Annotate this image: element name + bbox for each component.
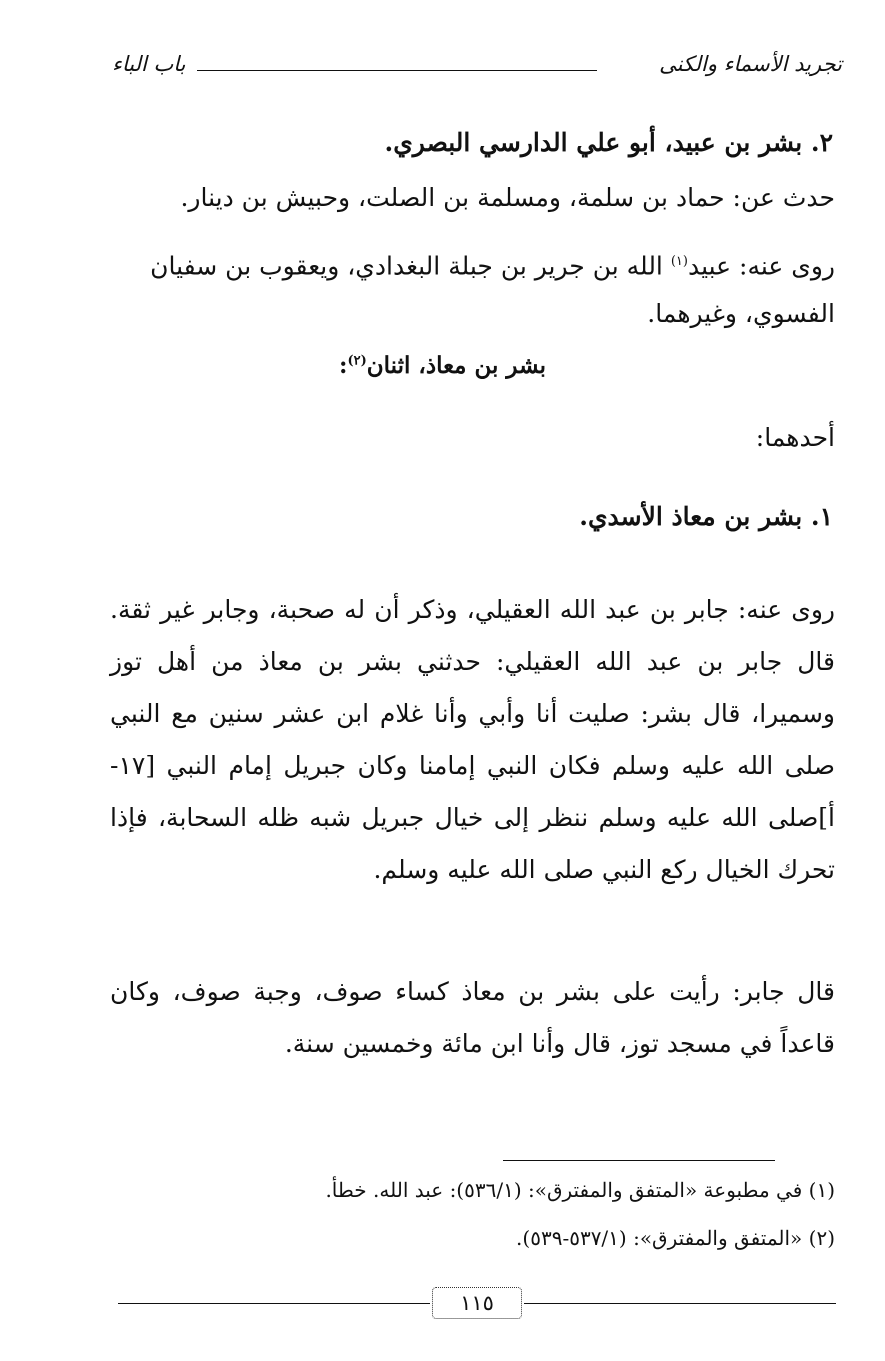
entry-2-heading: ٢. بشر بن عبيد، أبو علي الدارسي البصري.: [384, 128, 833, 157]
section-title: بشر بن معاذ، اثنان: [366, 352, 547, 379]
first-of-them: أحدهما:: [755, 423, 835, 452]
entry-2-narrated-from: حدث عن: حماد بن سلمة، ومسلمة بن الصلت، وحبيش بن دينار.: [180, 183, 835, 212]
footnote-rule: [503, 1160, 775, 1161]
entry-2-narrated-by: [110, 238, 835, 338]
running-header: [112, 52, 842, 88]
entry-1-paragraph-2: قال جابر: رأيت على بشر بن معاذ كساء صوف، وجبة صوف، وكان قاعداً في مسجد توز، قال وأنا ابن مائة وخمسين سنة.: [110, 977, 835, 1058]
footnote-2: (٢) «المتفق والمفترق»: (٥٣٧/١-٥٣٩).: [516, 1226, 835, 1250]
narrated-by-start: روى عنه: عبيد: [687, 251, 835, 281]
page-number: ١١٥: [432, 1287, 522, 1319]
chapter-title: باب الباء: [112, 52, 186, 76]
footer-rule-left: [118, 1303, 430, 1304]
entry-1-heading: ١. بشر بن معاذ الأسدي.: [579, 502, 833, 531]
footnote-ref-1: (١): [670, 254, 688, 269]
narrated-by-rest: الله بن جرير بن جبلة البغدادي، ويعقوب بن سفيان الفسوي، وغيرهما.: [150, 251, 835, 329]
book-title: تجريد الأسماء والكنى: [659, 52, 842, 76]
footnote-ref-2: (٢): [347, 353, 367, 369]
footer-rule-right: [524, 1303, 836, 1304]
header-rule: [197, 70, 597, 71]
footnote-1: (١) في مطبوعة «المتفق والمفترق»: (٥٣٦/١): عبد الله. خطأ.: [325, 1178, 835, 1202]
entry-1-paragraph-1: روى عنه: جابر بن عبد الله العقيلي، وذكر أن له صحبة، وجابر غير ثقة. قال جابر بن عبد الله العقيلي: حدثني بشر بن معاذ من أهل توز وسميرا، قال بشر: صليت أنا وأبي وأنا غلام ابن عشر سنين مع النبي صلى الله عليه وسلم فكان النبي إمامنا وكان جبريل إمام النبي [١٧-أ]صلى الله عليه وسلم ننظر إلى خيال جبريل شبه ظله السحابة، فإذا تحرك الخيال ركع النبي صلى الله عليه وسلم.: [110, 595, 835, 884]
section-heading: [0, 352, 885, 379]
section-title-end: :: [338, 352, 348, 379]
